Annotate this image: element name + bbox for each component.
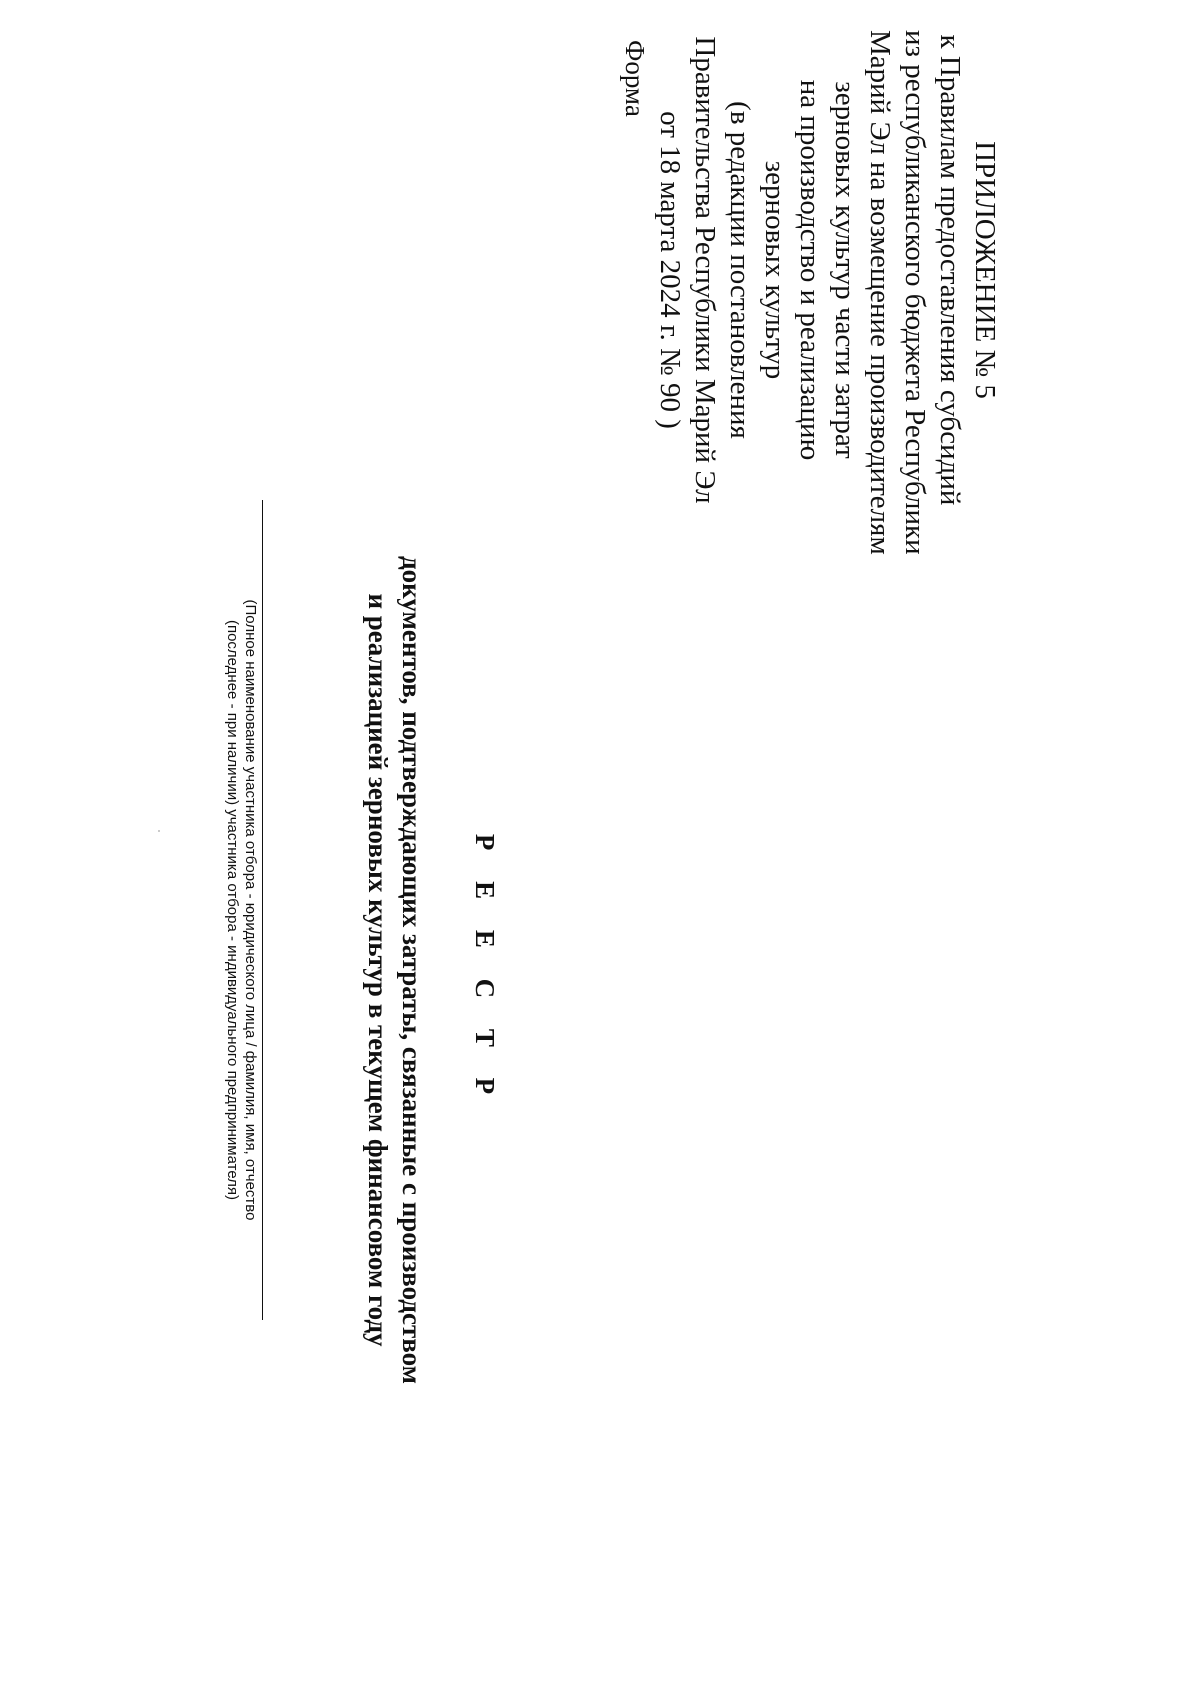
caption-line: (последнее - при наличии) участника отбора - индивидуального предпринимателя) (224, 619, 241, 1201)
title-line: документов, подтверждающих затраты, связанные с производством (397, 556, 427, 1384)
appendix-line: к Правилам предоставления субсидий (934, 34, 966, 506)
caption-line: (Полное наименование участника отбора - юридического лица / фамилия, имя, отчество (242, 599, 259, 1221)
appendix-date-line: от 18 марта 2024 г. № 90 ) (654, 111, 686, 429)
title-heading: Р Е Е С Т Р (470, 833, 500, 1107)
document-title (361, 540, 500, 1400)
scan-speck (158, 830, 160, 832)
title-line: и реализацией зерновых культур в текущем финансовом году (363, 593, 393, 1347)
appendix-line: зерновых культур части затрат (829, 81, 861, 459)
form-label: Форма (620, 40, 650, 117)
appendix-header (652, 30, 1002, 555)
appendix-line: Марий Эл на возмещение производителям (864, 30, 896, 555)
appendix-line: из республиканского бюджета Республики (899, 30, 931, 555)
appendix-number: ПРИЛОЖЕНИЕ № 5 (969, 141, 1001, 399)
appendix-line: Правительства Республики Марий Эл (689, 36, 721, 504)
appendix-line: (в редакции постановления (724, 101, 756, 439)
appendix-line: зерновых культур (759, 160, 791, 380)
participant-name-caption (223, 500, 263, 1320)
appendix-line: на производство и реализацию (794, 79, 826, 461)
